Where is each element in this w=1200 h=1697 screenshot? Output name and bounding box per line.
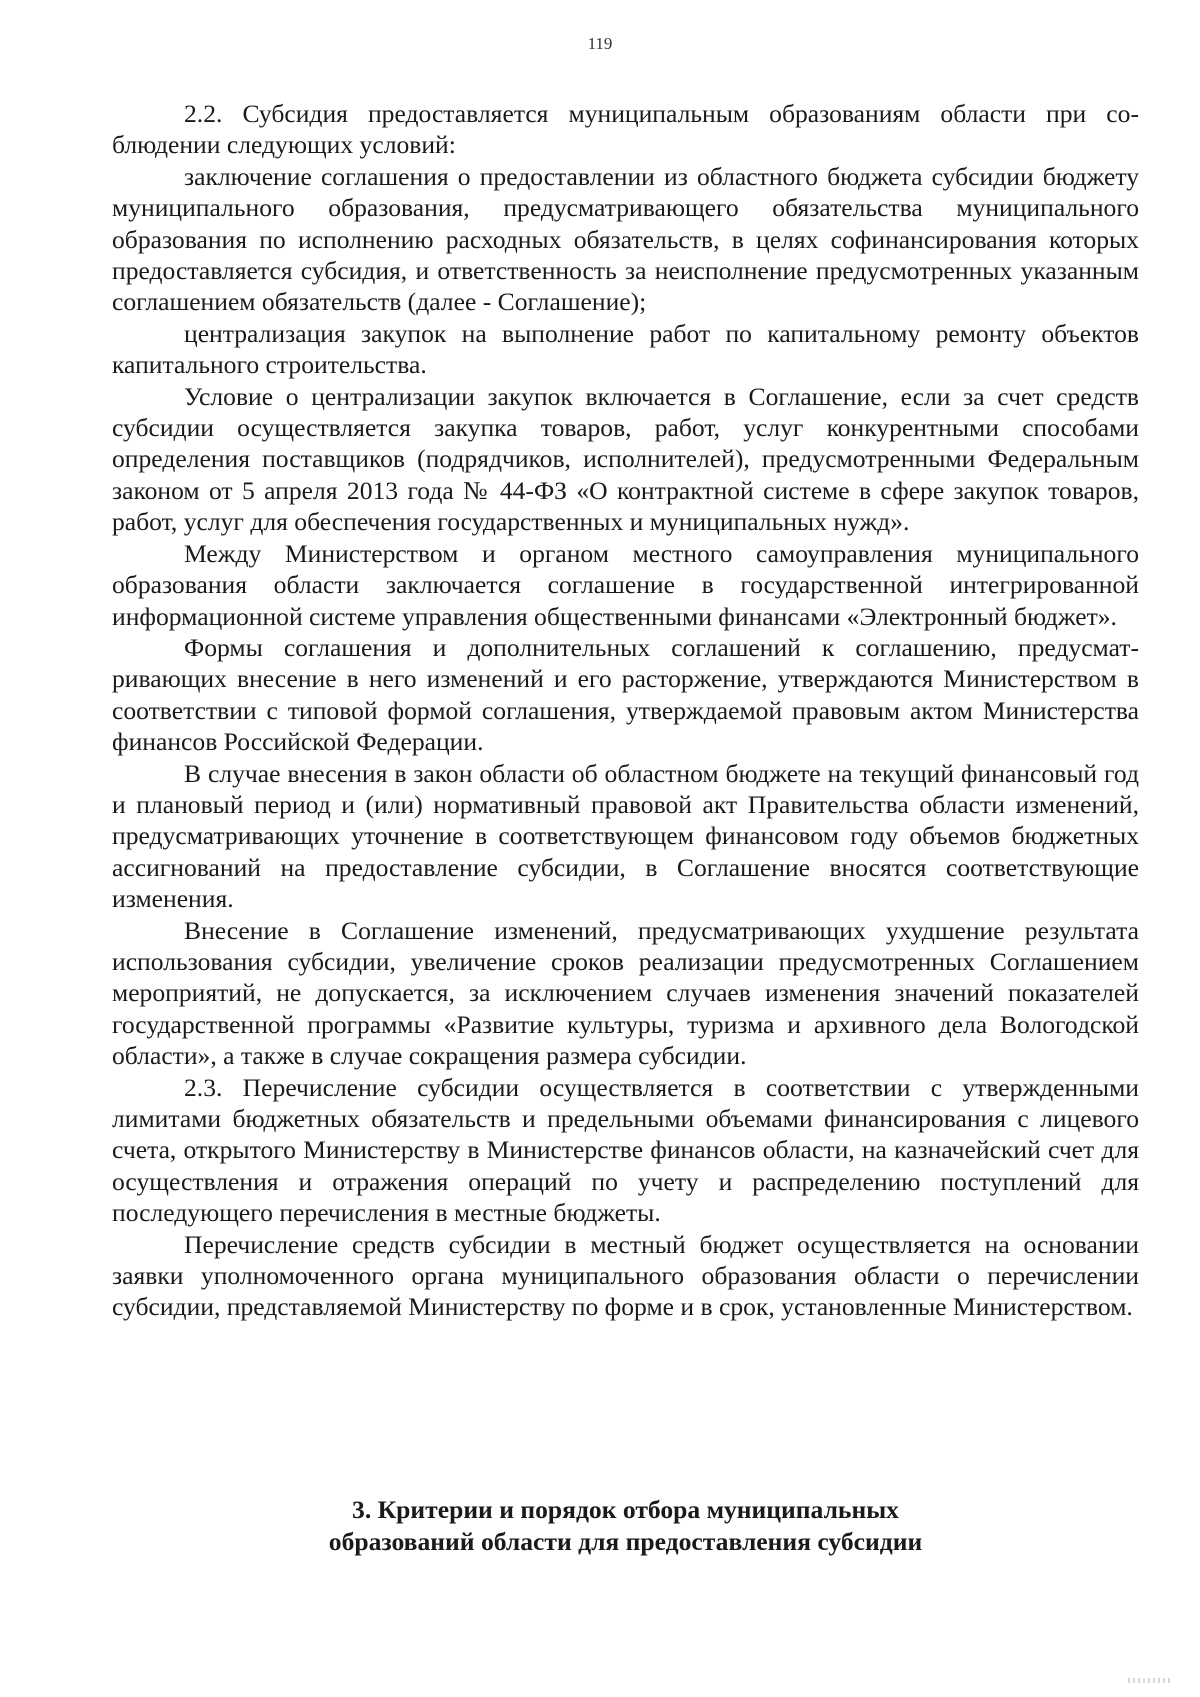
paragraph-electronic-budget: Между Министерством и органом местного самоуправления муниципального образования области заключается соглашение в государственной интегрированной информационной системе управления общественными финансами «Электронный бюджет». [112,538,1139,631]
paragraph-centralization-clause: Условие о централизации закупок включается в Соглашение, если за счет средств субсидии осуществляется закупка товаров, работ, услуг конкурентными способами определения поставщиков (подрядчиков, исполнителей), предусмотренными Федеральным законом от 5 апреля 2013 года № 44-ФЗ «О контрактной системе в сфере закупок товаров, работ, услуг для обеспечения государственных и муниципальных нужд». [112,381,1139,537]
paragraph-2-3: 2.3. Перечисление субсидии осуществляется в соответствии с утвержденными лимитами бюджетных обязательств и предельными объемами финансирования с лицевого счета, открытого Министерству в Министерстве финансов области, на казначейский счет для осуществления и отражения операций по учету и распределению поступлений для последующего перечисления в местные бюджеты. [112,1072,1139,1228]
document-body [112,98,1139,1323]
page-number: 119 [587,34,613,53]
paragraph-condition-centralization: централизация закупок на выполнение работ по капитальному ремонту объектов капитального строительства. [112,318,1139,380]
paragraph-agreement-forms: Формы соглашения и дополнительных соглашений к соглашению, предусматривающих внесение в него изменений и его расторжение, утверждаются Министерством в соответствии с типовой формой соглашения, утверждаемой правовым актом Министерства финансов Российской Федерации. [112,632,1139,757]
paragraph-2-2: 2.2. Субсидия предоставляется муниципальным образованиям области при соблюдении следующих условий: [112,99,1139,160]
section-heading-line-2: образований области для предоставления субсидии [328,1526,923,1556]
scan-artifact-mark [1128,1678,1172,1683]
section-heading-line-1: 3. Критерии и порядок отбора муниципальных [352,1495,899,1524]
paragraph-transfer-request: Перечисление средств субсидии в местный бюджет осуществляется на основании заявки уполномоченного органа муниципального образования области о перечислении субсидии, представляемой Министерству по форме и в срок, установленные Министерством. [112,1229,1139,1322]
section-heading [112,1494,1139,1557]
paragraph-amendment-restrictions: Внесение в Соглашение изменений, предусматривающих ухудшение результата использования субсидии, увеличение сроков реализации предусмотренных Соглашением мероприятий, не допускается, за исключением случаев изменения значений показателей государственной программы «Развитие культуры, туризма и архивного дела Вологодской области», а также в случае сокращения размера субсидии. [112,915,1139,1071]
paragraph-budget-changes: В случае внесения в закон области об областном бюджете на текущий финансовый год и плановый период и (или) нормативный правовой акт Правительства области изменений, предусматривающих уточнение в соответствующем финансовом году объемов бюджетных ассигнований на предоставление субсидии, в Соглашение вносятся соответствующие изменения. [112,758,1139,914]
paragraph-condition-agreement: заключение соглашения о предоставлении из областного бюджета субсидии бюджету муниципального образования, предусматривающего обязательства муниципального образования по исполнению расходных обязательств, в целях софинансирования которых предоставляется субсидия, и ответственность за неисполнение предусмотренных указанным соглашением обязательств (далее - Соглашение); [112,161,1139,317]
